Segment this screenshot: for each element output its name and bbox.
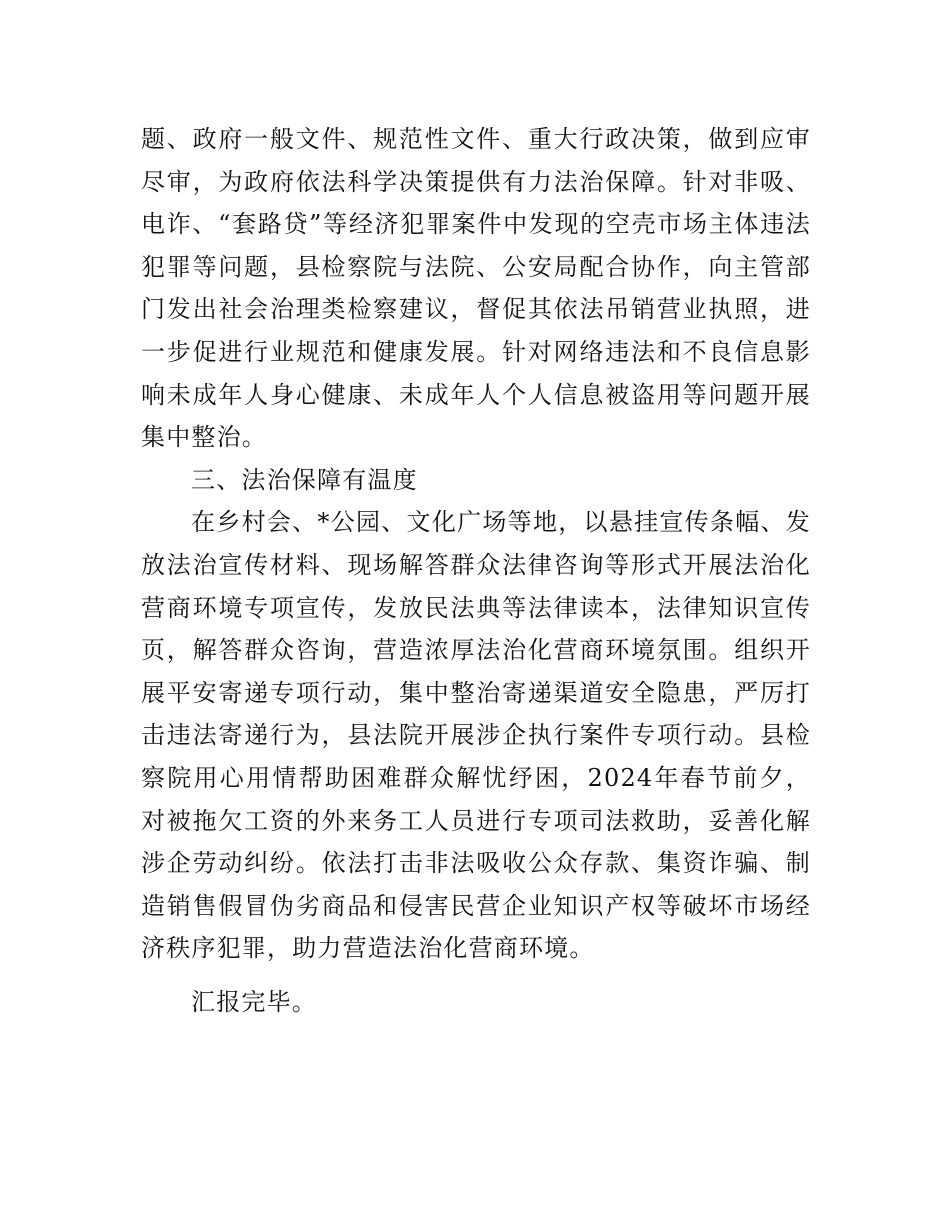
paragraph-continuation: 题、政府一般文件、规范性文件、重大行政决策，做到应审尽审，为政府依法科学决策提供有力法治保障。针对非吸、电诈、“套路贷”等经济犯罪案件中发现的空壳市场主体违法犯罪等问题，县检察院与法院、公安局配合协作，向主管部门发出社会治理类检察建议，督促其依法吊销营业执照，进一步促进行业规范和健康发展。针对网络违法和不良信息影响未成年人身心健康、未成年人个人信息被盗用等问题开展集中整治。	[141, 125, 811, 452]
closing-remark: 汇报完毕。	[191, 987, 317, 1016]
paragraph-section-3: 在乡村会、*公园、文化广场等地，以悬挂宣传条幅、发放法治宣传材料、现场解答群众法律咨询等形式开展法治化营商环境专项宣传，发放民法典等法律读本，法律知识宣传页，解答群众咨询，营造浓厚法治化营商环境氛围。组织开展平安寄递专项行动，集中整治寄递渠道安全隐患，严厉打击违法寄递行为，县法院开展涉企执行案件专项行动。县检察院用心用情帮助困难群众解忧纾困，2024年春节前夕，对被拖欠工资的外来务工人员进行专项司法救助，妥善化解涉企劳动纠纷。依法打击非法吸收公众存款、集资诈骗、制造销售假冒伪劣商品和侵害民营企业知识产权等破坏市场经济秩序犯罪，助力营造法治化营商环境。	[141, 508, 811, 963]
document-body	[141, 118, 811, 1023]
section-heading-3: 三、法治保障有温度	[191, 465, 418, 494]
